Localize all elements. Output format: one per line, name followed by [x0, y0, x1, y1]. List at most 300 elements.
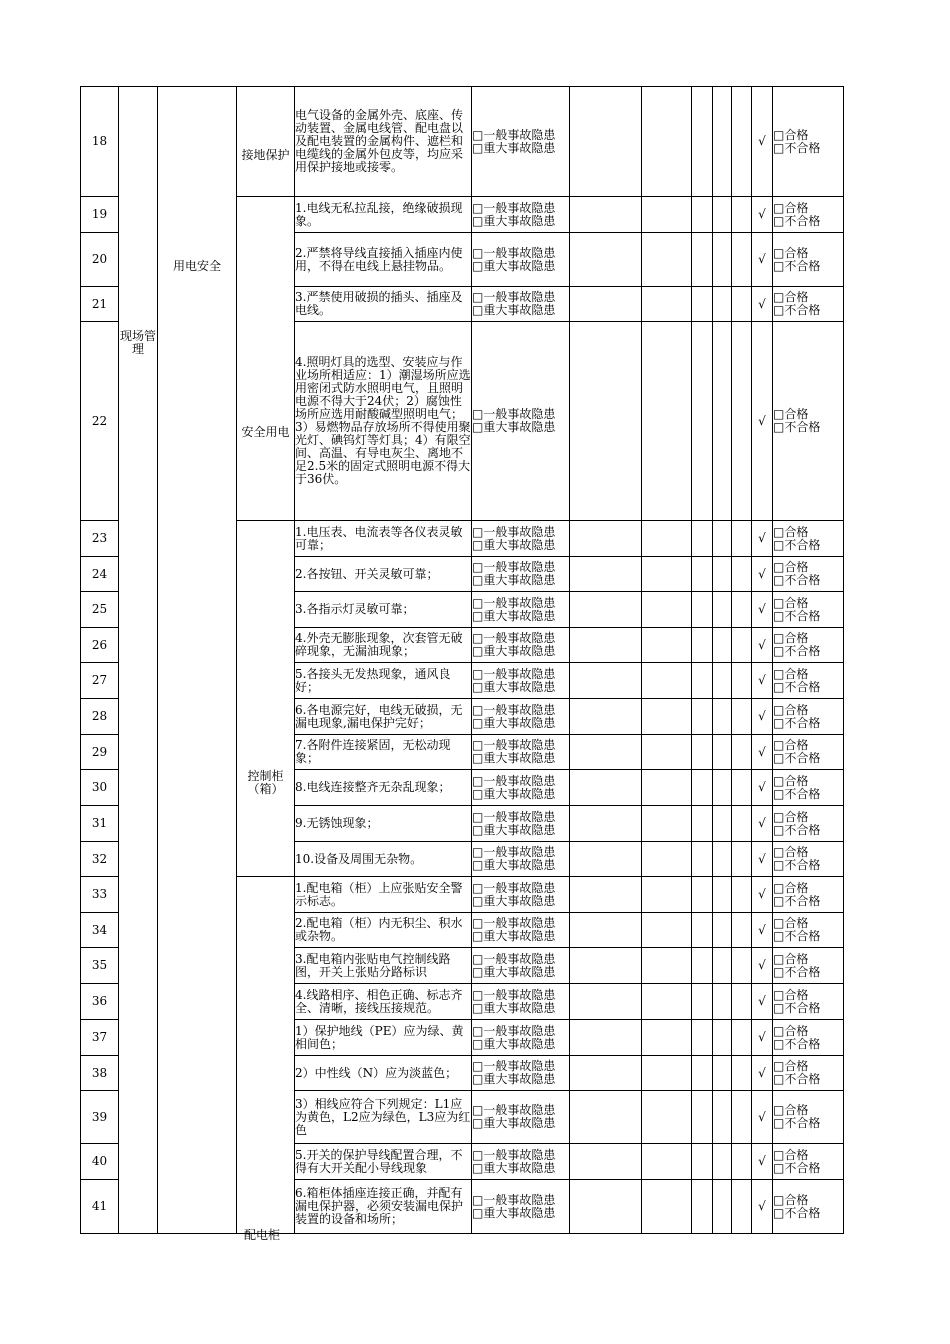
hazard-level-options	[472, 1180, 570, 1234]
check-mark: √	[752, 770, 773, 806]
pass-checkbox[interactable]: □合格	[773, 666, 809, 681]
check-mark: √	[752, 1020, 773, 1056]
check-mark: √	[752, 197, 773, 233]
major-hazard-checkbox[interactable]: □重大事故隐患	[472, 420, 556, 434]
blank-col-2	[642, 628, 692, 663]
result-options	[773, 913, 844, 948]
fail-checkbox[interactable]: □不合格	[773, 822, 821, 837]
blank-col-4	[713, 984, 732, 1020]
blank-col-1	[570, 699, 642, 735]
general-hazard-checkbox[interactable]: □一般事故隐患	[472, 200, 556, 215]
check-mark: √	[752, 557, 773, 592]
fail-checkbox[interactable]: □不合格	[773, 213, 821, 228]
pass-checkbox[interactable]: □合格	[773, 1192, 809, 1207]
fail-checkbox[interactable]: □不合格	[773, 1116, 821, 1130]
result-options	[773, 948, 844, 984]
general-hazard-checkbox[interactable]: □一般事故隐患	[472, 773, 556, 788]
blank-col-5	[732, 663, 752, 699]
fail-checkbox[interactable]: □不合格	[773, 420, 821, 434]
major-hazard-checkbox[interactable]: □重大事故隐患	[472, 679, 556, 694]
blank-col-1	[570, 948, 642, 984]
result-options	[773, 842, 844, 877]
blank-col-3	[692, 770, 713, 806]
blank-col-5	[732, 1180, 752, 1234]
blank-col-4	[713, 322, 732, 521]
fail-checkbox[interactable]: □不合格	[773, 1000, 821, 1015]
general-hazard-checkbox[interactable]: □一般事故隐患	[472, 290, 556, 304]
blank-col-2	[642, 699, 692, 735]
blank-col-3	[692, 984, 713, 1020]
general-hazard-checkbox[interactable]: □一般事故隐患	[472, 245, 556, 260]
blank-col-5	[732, 948, 752, 984]
row-number: 38	[81, 1056, 119, 1091]
check-item-description: 9.无锈蚀现象；	[295, 806, 472, 842]
blank-col-5	[732, 521, 752, 557]
blank-col-1	[570, 557, 642, 592]
pass-checkbox[interactable]: □合格	[773, 1059, 809, 1073]
check-item-description: 5.各接头无发热现象，通风良好；	[295, 663, 472, 699]
blank-col-4	[713, 1056, 732, 1091]
major-hazard-checkbox[interactable]: □重大事故隐患	[472, 715, 556, 730]
row-number: 37	[81, 1020, 119, 1056]
blank-col-4	[713, 877, 732, 913]
result-options	[773, 735, 844, 770]
major-hazard-checkbox[interactable]: □重大事故隐患	[472, 213, 556, 228]
result-options	[773, 699, 844, 735]
pass-checkbox[interactable]: □合格	[773, 809, 809, 824]
pass-checkbox[interactable]: □合格	[773, 524, 809, 539]
check-item-description: 2）中性线（N）应为淡蓝色；	[295, 1056, 472, 1091]
general-hazard-checkbox[interactable]: □一般事故隐患	[472, 1147, 556, 1162]
general-hazard-checkbox[interactable]: □一般事故隐患	[472, 845, 556, 859]
result-options	[773, 1144, 844, 1180]
pass-checkbox[interactable]: □合格	[773, 1023, 809, 1038]
section-label	[237, 521, 295, 877]
pass-checkbox[interactable]: □合格	[773, 916, 809, 930]
general-hazard-checkbox[interactable]: □一般事故隐患	[472, 1103, 556, 1117]
blank-col-3	[692, 628, 713, 663]
fail-checkbox[interactable]: □不合格	[773, 715, 821, 730]
blank-col-1	[570, 233, 642, 287]
fail-checkbox[interactable]: □不合格	[773, 644, 821, 658]
major-hazard-checkbox[interactable]: □重大事故隐患	[472, 1160, 556, 1175]
pass-checkbox[interactable]: □合格	[773, 290, 809, 304]
blank-col-5	[732, 1020, 752, 1056]
row-number: 18	[81, 87, 119, 197]
fail-checkbox[interactable]: □不合格	[773, 858, 821, 872]
blank-col-2	[642, 87, 692, 197]
result-options	[773, 87, 844, 197]
fail-checkbox[interactable]: □不合格	[773, 537, 821, 552]
general-hazard-checkbox[interactable]: □一般事故隐患	[472, 738, 556, 752]
hazard-level-options	[472, 628, 570, 663]
pass-checkbox[interactable]: □合格	[773, 845, 809, 859]
category-major-text: 现场管理	[119, 329, 156, 356]
fail-checkbox[interactable]: □不合格	[773, 893, 821, 908]
blank-col-3	[692, 1180, 713, 1234]
blank-col-4	[713, 806, 732, 842]
result-options	[773, 806, 844, 842]
blank-col-4	[713, 287, 732, 322]
major-hazard-checkbox[interactable]: □重大事故隐患	[472, 1036, 556, 1051]
row-number: 26	[81, 628, 119, 663]
blank-col-5	[732, 842, 752, 877]
check-item-description: 3.配电箱内张贴电气控制线路图，开关上张贴分路标识	[295, 948, 472, 984]
blank-col-3	[692, 592, 713, 628]
blank-col-1	[570, 521, 642, 557]
check-item-description: 电气设备的金属外壳、底座、传动装置、金属电线管、配电盘以及配电装置的金属构件、遮栏和电缆线的金属外包皮等，均应采用保护接地或接零。	[295, 87, 472, 197]
row-number: 22	[81, 322, 119, 521]
blank-col-1	[570, 1180, 642, 1234]
fail-checkbox[interactable]: □不合格	[773, 1205, 821, 1220]
check-mark: √	[752, 1056, 773, 1091]
pass-checkbox[interactable]: □合格	[773, 951, 809, 966]
blank-col-4	[713, 1091, 732, 1144]
fail-checkbox[interactable]: □不合格	[773, 786, 821, 801]
row-number: 28	[81, 699, 119, 735]
blank-col-3	[692, 87, 713, 197]
check-item-description: 5.开关的保护导线配置合理，不得有大开关配小导线现象	[295, 1144, 472, 1180]
fail-checkbox[interactable]: □不合格	[773, 303, 821, 317]
hazard-level-options	[472, 322, 570, 521]
general-hazard-checkbox[interactable]: □一般事故隐患	[472, 916, 556, 930]
category-minor	[158, 87, 237, 1234]
hazard-level-options	[472, 1144, 570, 1180]
pass-checkbox[interactable]: □合格	[773, 702, 809, 717]
fail-checkbox[interactable]: □不合格	[773, 964, 821, 979]
major-hazard-checkbox[interactable]: □重大事故隐患	[472, 751, 556, 765]
major-hazard-checkbox[interactable]: □重大事故隐患	[472, 1205, 556, 1220]
blank-col-2	[642, 287, 692, 322]
major-hazard-checkbox[interactable]: □重大事故隐患	[472, 1000, 556, 1015]
result-options	[773, 592, 844, 628]
major-hazard-checkbox[interactable]: □重大事故隐患	[472, 1116, 556, 1130]
blank-col-1	[570, 628, 642, 663]
row-number: 33	[81, 877, 119, 913]
general-hazard-checkbox[interactable]: □一般事故隐患	[472, 1023, 556, 1038]
blank-col-2	[642, 663, 692, 699]
major-hazard-checkbox[interactable]: □重大事故隐患	[472, 537, 556, 552]
blank-col-5	[732, 287, 752, 322]
row-number: 24	[81, 557, 119, 592]
major-hazard-checkbox[interactable]: □重大事故隐患	[472, 1072, 556, 1086]
fail-checkbox[interactable]: □不合格	[773, 573, 821, 587]
blank-col-1	[570, 770, 642, 806]
blank-col-3	[692, 1144, 713, 1180]
pass-checkbox[interactable]: □合格	[773, 738, 809, 752]
blank-col-2	[642, 233, 692, 287]
hazard-level-options	[472, 877, 570, 913]
major-hazard-checkbox[interactable]: □重大事故隐患	[472, 822, 556, 837]
row-number: 32	[81, 842, 119, 877]
check-item-description: 1.配电箱（柜）上应张贴安全警示标志。	[295, 877, 472, 913]
major-hazard-checkbox[interactable]: □重大事故隐患	[472, 858, 556, 872]
section-label-text: 安全用电	[241, 425, 290, 439]
pass-checkbox[interactable]: □合格	[773, 407, 809, 421]
section-label-overflow: 配电柜	[244, 1228, 281, 1242]
row-number: 41	[81, 1180, 119, 1234]
fail-checkbox[interactable]: □不合格	[773, 751, 821, 765]
check-item-description: 2.各按钮、开关灵敏可靠；	[295, 557, 472, 592]
blank-col-4	[713, 735, 732, 770]
blank-col-4	[713, 521, 732, 557]
check-mark: √	[752, 1180, 773, 1234]
blank-col-1	[570, 322, 642, 521]
blank-col-3	[692, 322, 713, 521]
major-hazard-checkbox[interactable]: □重大事故隐患	[472, 893, 556, 908]
major-hazard-checkbox[interactable]: □重大事故隐患	[472, 964, 556, 979]
blank-col-4	[713, 913, 732, 948]
blank-col-5	[732, 1056, 752, 1091]
result-options	[773, 287, 844, 322]
blank-col-2	[642, 322, 692, 521]
fail-checkbox[interactable]: □不合格	[773, 929, 821, 943]
check-item-description: 1）保护地线（PE）应为绿、黄相间色；	[295, 1020, 472, 1056]
blank-col-2	[642, 197, 692, 233]
blank-col-2	[642, 984, 692, 1020]
blank-col-1	[570, 913, 642, 948]
general-hazard-checkbox[interactable]: □一般事故隐患	[472, 987, 556, 1002]
blank-col-4	[713, 592, 732, 628]
blank-col-4	[713, 1020, 732, 1056]
general-hazard-checkbox[interactable]: □一般事故隐患	[472, 524, 556, 539]
row-number: 20	[81, 233, 119, 287]
blank-col-5	[732, 592, 752, 628]
general-hazard-checkbox[interactable]: □一般事故隐患	[472, 809, 556, 824]
blank-col-1	[570, 984, 642, 1020]
hazard-level-options	[472, 1020, 570, 1056]
hazard-level-options	[472, 197, 570, 233]
hazard-level-options	[472, 557, 570, 592]
blank-col-5	[732, 628, 752, 663]
section-label	[237, 87, 295, 197]
check-item-description: 10.设备及周围无杂物。	[295, 842, 472, 877]
blank-col-2	[642, 948, 692, 984]
major-hazard-checkbox[interactable]: □重大事故隐患	[472, 608, 556, 623]
fail-checkbox[interactable]: □不合格	[773, 258, 821, 273]
blank-col-2	[642, 557, 692, 592]
blank-col-1	[570, 842, 642, 877]
check-mark: √	[752, 948, 773, 984]
row-number: 34	[81, 913, 119, 948]
check-mark: √	[752, 913, 773, 948]
category-minor-text: 用电安全	[172, 259, 221, 273]
section-label-text: 接地保护	[241, 148, 290, 162]
row-number: 19	[81, 197, 119, 233]
check-item-description: 8.电线连接整齐无杂乱现象；	[295, 770, 472, 806]
row-number: 30	[81, 770, 119, 806]
blank-col-5	[732, 699, 752, 735]
major-hazard-checkbox[interactable]: □重大事故隐患	[472, 786, 556, 801]
pass-checkbox[interactable]: □合格	[773, 1147, 809, 1162]
check-mark: √	[752, 628, 773, 663]
blank-col-4	[713, 663, 732, 699]
result-options	[773, 628, 844, 663]
pass-checkbox[interactable]: □合格	[773, 560, 809, 574]
blank-col-1	[570, 806, 642, 842]
blank-col-4	[713, 770, 732, 806]
hazard-level-options	[472, 592, 570, 628]
check-item-description: 4.线路相序、相色正确、标志齐全、清晰，接线压接规范。	[295, 984, 472, 1020]
result-options	[773, 557, 844, 592]
blank-col-1	[570, 287, 642, 322]
fail-checkbox[interactable]: □不合格	[773, 1036, 821, 1051]
pass-checkbox[interactable]: □合格	[773, 631, 809, 645]
pass-checkbox[interactable]: □合格	[773, 773, 809, 788]
check-mark: √	[752, 1144, 773, 1180]
blank-col-3	[692, 806, 713, 842]
section-label-text: 控制柜（箱）	[247, 768, 284, 796]
blank-col-4	[713, 628, 732, 663]
row-number: 40	[81, 1144, 119, 1180]
blank-col-3	[692, 197, 713, 233]
pass-checkbox[interactable]: □合格	[773, 880, 809, 895]
hazard-level-options	[472, 1091, 570, 1144]
check-item-description: 1.电压表、电流表等各仪表灵敏可靠；	[295, 521, 472, 557]
blank-col-5	[732, 87, 752, 197]
hazard-level-options	[472, 735, 570, 770]
fail-checkbox[interactable]: □不合格	[773, 140, 821, 155]
result-options	[773, 1056, 844, 1091]
blank-col-5	[732, 233, 752, 287]
check-mark: √	[752, 842, 773, 877]
blank-col-5	[732, 806, 752, 842]
blank-col-2	[642, 770, 692, 806]
major-hazard-checkbox[interactable]: □重大事故隐患	[472, 258, 556, 273]
blank-col-4	[713, 87, 732, 197]
blank-col-2	[642, 1180, 692, 1234]
general-hazard-checkbox[interactable]: □一般事故隐患	[472, 595, 556, 610]
pass-checkbox[interactable]: □合格	[773, 595, 809, 610]
blank-col-2	[642, 592, 692, 628]
blank-col-1	[570, 87, 642, 197]
check-mark: √	[752, 806, 773, 842]
row-number: 35	[81, 948, 119, 984]
major-hazard-checkbox[interactable]: □重大事故隐患	[472, 303, 556, 317]
blank-col-5	[732, 913, 752, 948]
major-hazard-checkbox[interactable]: □重大事故隐患	[472, 929, 556, 943]
fail-checkbox[interactable]: □不合格	[773, 608, 821, 623]
blank-col-2	[642, 735, 692, 770]
major-hazard-checkbox[interactable]: □重大事故隐患	[472, 573, 556, 587]
blank-col-1	[570, 1020, 642, 1056]
check-item-description: 4.照明灯具的选型、安装应与作业场所相适应：1）潮湿场所应选用密闭式防水照明电气，且照明电源不得大于24伏；2）腐蚀性场所应选用耐酸碱型照明电气；3）易燃物品存放场所不得使用聚光灯、碘钨灯等灯具；4）有限空间、高温、有导电灰尘、离地不足2.5米的固定式照明电源不得大于36伏。	[295, 322, 472, 521]
blank-col-4	[713, 233, 732, 287]
check-mark: √	[752, 877, 773, 913]
row-number: 21	[81, 287, 119, 322]
pass-checkbox[interactable]: □合格	[773, 200, 809, 215]
hazard-level-options	[472, 233, 570, 287]
section-label	[237, 877, 295, 1234]
check-mark: √	[752, 87, 773, 197]
major-hazard-checkbox[interactable]: □重大事故隐患	[472, 644, 556, 658]
blank-col-2	[642, 842, 692, 877]
blank-col-5	[732, 1091, 752, 1144]
check-item-description: 3）相线应符合下列规定：L1应为黄色，L2应为绿色，L3应为红色	[295, 1091, 472, 1144]
blank-col-2	[642, 1020, 692, 1056]
blank-col-2	[642, 913, 692, 948]
general-hazard-checkbox[interactable]: □一般事故隐患	[472, 951, 556, 966]
check-item-description: 2.严禁将导线直接插入插座内使用，不得在电线上悬挂物品。	[295, 233, 472, 287]
pass-checkbox[interactable]: □合格	[773, 1103, 809, 1117]
general-hazard-checkbox[interactable]: □一般事故隐患	[472, 407, 556, 421]
blank-col-3	[692, 663, 713, 699]
general-hazard-checkbox[interactable]: □一般事故隐患	[472, 1192, 556, 1207]
general-hazard-checkbox[interactable]: □一般事故隐患	[472, 560, 556, 574]
pass-checkbox[interactable]: □合格	[773, 127, 809, 142]
blank-col-3	[692, 287, 713, 322]
blank-col-1	[570, 663, 642, 699]
general-hazard-checkbox[interactable]: □一般事故隐患	[472, 880, 556, 895]
fail-checkbox[interactable]: □不合格	[773, 679, 821, 694]
row-number: 31	[81, 806, 119, 842]
check-item-description: 3.各指示灯灵敏可靠；	[295, 592, 472, 628]
major-hazard-checkbox[interactable]: □重大事故隐患	[472, 140, 556, 155]
blank-col-1	[570, 1056, 642, 1091]
blank-col-1	[570, 197, 642, 233]
row-number: 23	[81, 521, 119, 557]
blank-col-5	[732, 1144, 752, 1180]
result-options	[773, 322, 844, 521]
blank-col-4	[713, 197, 732, 233]
check-item-description: 4.外壳无膨胀现象，次套管无破碎现象，无漏油现象；	[295, 628, 472, 663]
check-mark: √	[752, 592, 773, 628]
blank-col-4	[713, 1180, 732, 1234]
hazard-level-options	[472, 87, 570, 197]
general-hazard-checkbox[interactable]: □一般事故隐患	[472, 702, 556, 717]
row-number: 27	[81, 663, 119, 699]
hazard-level-options	[472, 984, 570, 1020]
check-mark: √	[752, 984, 773, 1020]
pass-checkbox[interactable]: □合格	[773, 987, 809, 1002]
blank-col-2	[642, 521, 692, 557]
check-mark: √	[752, 287, 773, 322]
blank-col-3	[692, 233, 713, 287]
blank-col-5	[732, 322, 752, 521]
result-options	[773, 1091, 844, 1144]
hazard-level-options	[472, 842, 570, 877]
hazard-level-options	[472, 806, 570, 842]
row-number: 25	[81, 592, 119, 628]
blank-col-5	[732, 877, 752, 913]
result-options	[773, 663, 844, 699]
blank-col-3	[692, 913, 713, 948]
blank-col-5	[732, 197, 752, 233]
inspection-table	[80, 86, 844, 1234]
general-hazard-checkbox[interactable]: □一般事故隐患	[472, 666, 556, 681]
blank-col-1	[570, 1091, 642, 1144]
pass-checkbox[interactable]: □合格	[773, 245, 809, 260]
row-number: 39	[81, 1091, 119, 1144]
blank-col-5	[732, 735, 752, 770]
blank-col-3	[692, 521, 713, 557]
check-item-description: 1.电线无私拉乱接，绝缘破损现象。	[295, 197, 472, 233]
result-options	[773, 233, 844, 287]
blank-col-1	[570, 592, 642, 628]
blank-col-4	[713, 557, 732, 592]
result-options	[773, 1020, 844, 1056]
general-hazard-checkbox[interactable]: □一般事故隐患	[472, 127, 556, 142]
result-options	[773, 984, 844, 1020]
fail-checkbox[interactable]: □不合格	[773, 1072, 821, 1086]
fail-checkbox[interactable]: □不合格	[773, 1160, 821, 1175]
general-hazard-checkbox[interactable]: □一般事故隐患	[472, 1059, 556, 1073]
hazard-level-options	[472, 1056, 570, 1091]
check-item-description: 2.配电箱（柜）内无积尘、积水或杂物。	[295, 913, 472, 948]
hazard-level-options	[472, 770, 570, 806]
general-hazard-checkbox[interactable]: □一般事故隐患	[472, 631, 556, 645]
blank-col-5	[732, 984, 752, 1020]
